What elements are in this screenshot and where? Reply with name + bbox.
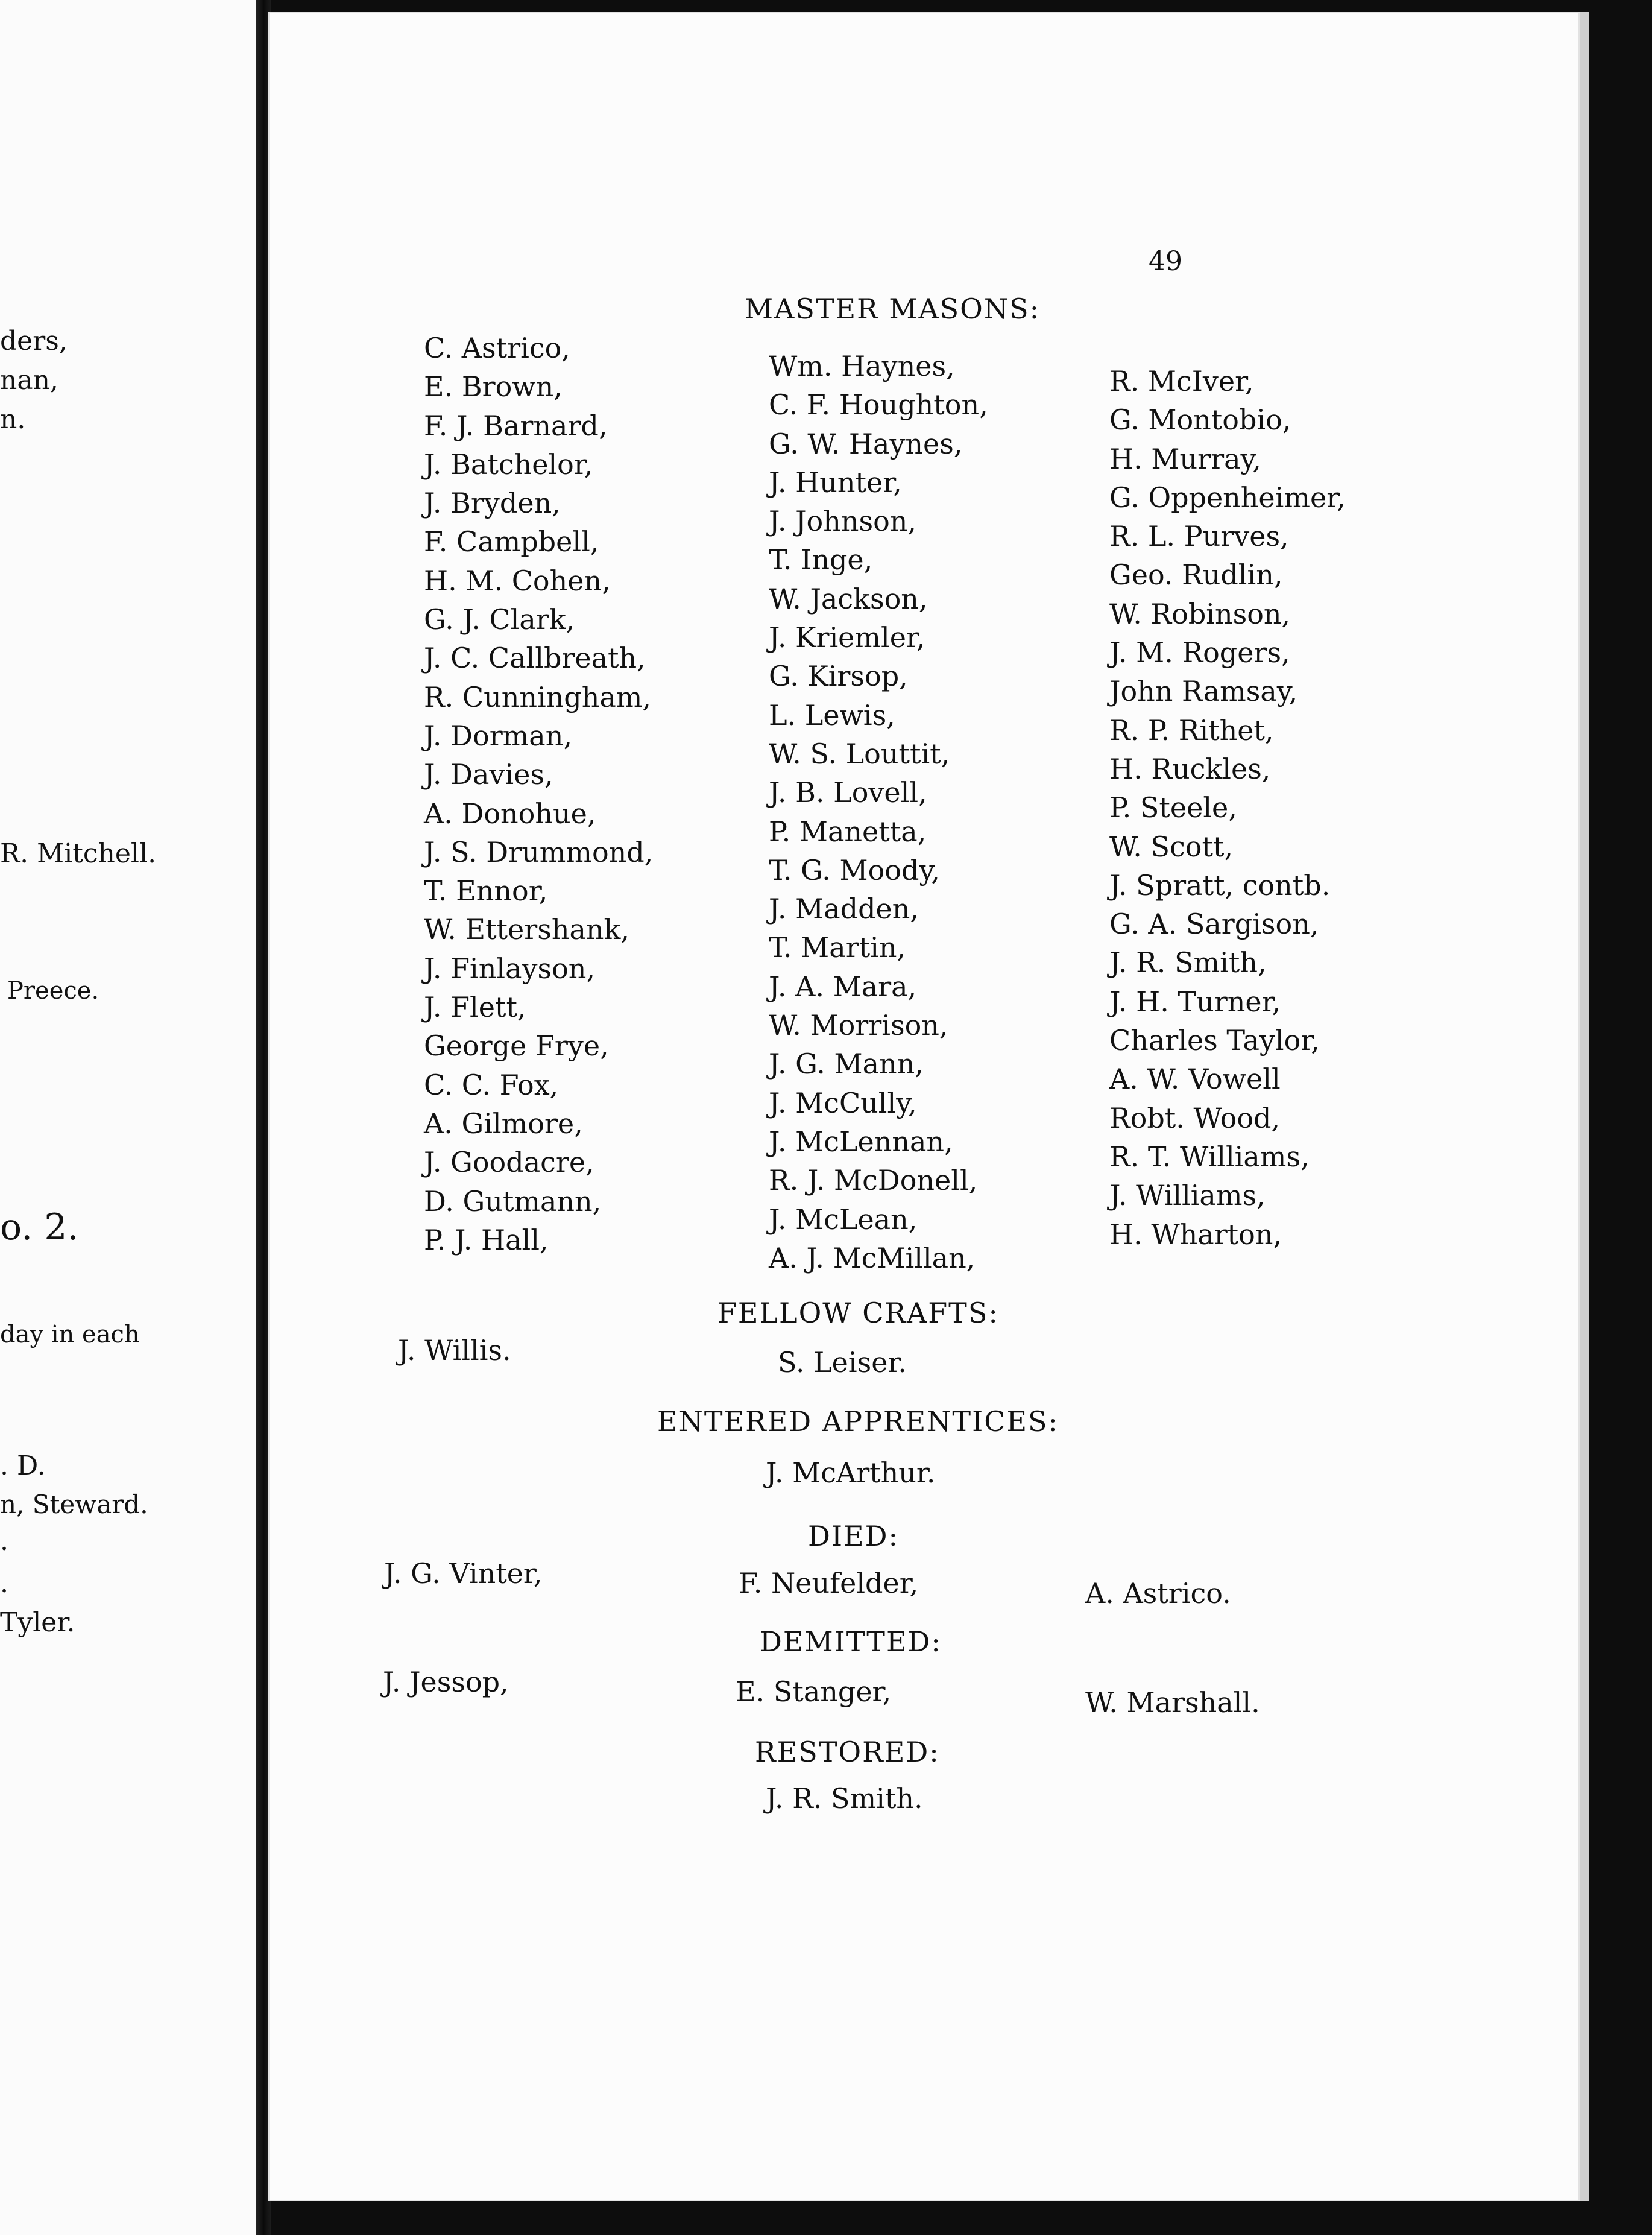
member-name: R. T. Williams, — [1109, 1140, 1310, 1173]
member-name: R. L. Purves, — [1109, 520, 1289, 553]
member-name: G. J. Clark, — [424, 603, 575, 636]
demitted-name: E. Stanger, — [736, 1675, 892, 1708]
member-name: J. Flett, — [424, 991, 526, 1024]
member-name: T. Inge, — [769, 543, 873, 577]
member-name: J. A. Mara, — [769, 970, 917, 1003]
member-name: W. Jackson, — [769, 582, 928, 615]
document-page — [268, 12, 1589, 2201]
left-fragment: nan, — [0, 365, 58, 396]
member-name: J. Dorman, — [424, 719, 572, 752]
member-name: J. S. Drummond, — [424, 835, 654, 868]
member-name: T. G. Moody, — [769, 853, 940, 887]
left-fragment: n, Steward. — [0, 1490, 148, 1519]
member-name: W. Morrison, — [769, 1009, 948, 1042]
member-name: H. Murray, — [1109, 442, 1261, 475]
member-name: R. J. McDonell, — [769, 1164, 978, 1197]
demitted-heading: DEMITTED: — [760, 1625, 942, 1658]
previous-page-edge — [0, 0, 259, 2235]
member-name: J. McCully, — [769, 1086, 917, 1119]
member-name: J. Finlayson, — [424, 952, 596, 985]
entered-apprentice-name: J. McArthur. — [766, 1456, 936, 1489]
member-name: W. Ettershank, — [424, 913, 630, 946]
member-name: F. Campbell, — [424, 525, 599, 558]
left-fragment: ders, — [0, 326, 68, 356]
member-name: J. C. Callbreath, — [424, 642, 646, 675]
left-fragment: . — [0, 1526, 8, 1557]
left-fragment: day in each — [0, 1321, 140, 1348]
member-name: G. A. Sargison, — [1109, 908, 1319, 941]
fellow-craft-name: J. Willis. — [398, 1334, 511, 1367]
member-name: C. Astrico, — [424, 332, 570, 364]
entered-apprentices-heading: ENTERED APPRENTICES: — [657, 1405, 1059, 1438]
member-name: R. McIver, — [1109, 365, 1254, 397]
member-name: A. W. Vowell — [1109, 1063, 1281, 1096]
master-masons-heading: MASTER MASONS: — [745, 292, 1041, 325]
died-name: F. Neufelder, — [739, 1567, 919, 1599]
member-name: T. Martin, — [769, 931, 906, 964]
member-name: J. Batchelor, — [424, 447, 593, 481]
member-name: W. S. Louttit, — [769, 737, 950, 770]
member-name: E. Brown, — [424, 370, 563, 403]
died-name: J. G. Vinter, — [384, 1557, 543, 1590]
fellow-craft-name: S. Leiser. — [778, 1346, 907, 1379]
member-name: J. Williams, — [1109, 1179, 1266, 1212]
member-name: C. C. Fox, — [424, 1068, 559, 1101]
member-name: J. Kriemler, — [769, 621, 925, 654]
member-name: J. H. Turner, — [1109, 985, 1281, 1018]
member-name: H. Wharton, — [1109, 1218, 1282, 1251]
member-name: J. Spratt, contb. — [1109, 868, 1331, 902]
left-fragment: R. Mitchell. — [0, 838, 157, 869]
page-number: 49 — [1149, 246, 1182, 277]
member-name: D. Gutmann, — [424, 1184, 602, 1218]
member-name: F. J. Barnard, — [424, 409, 608, 442]
member-name: W. Scott, — [1109, 830, 1234, 863]
restored-name: J. R. Smith. — [766, 1782, 923, 1815]
member-name: J. Madden, — [769, 893, 919, 926]
left-fragment: n. — [0, 404, 26, 435]
member-name: P. Steele, — [1109, 791, 1237, 824]
member-name: L. Lewis, — [769, 698, 895, 732]
master-masons-column-1 — [424, 329, 653, 1259]
member-name: A. Gilmore, — [424, 1107, 583, 1140]
member-name: G. Oppenheimer, — [1109, 481, 1346, 514]
member-name: Wm. Haynes, — [769, 350, 955, 382]
member-name: R. P. Rithet, — [1109, 713, 1274, 747]
member-name: P. J. Hall, — [424, 1223, 549, 1256]
restored-heading: RESTORED: — [755, 1736, 940, 1768]
left-fragment: . — [0, 1568, 8, 1599]
member-name: Geo. Rudlin, — [1109, 558, 1283, 592]
member-name: J. Davies, — [424, 758, 553, 791]
member-name: J. Goodacre, — [424, 1146, 594, 1179]
member-name: R. Cunningham, — [424, 680, 652, 713]
left-fragment: Tyler. — [0, 1607, 75, 1638]
left-fragment: . D. — [0, 1450, 46, 1481]
member-name: G. W. Haynes, — [769, 427, 963, 460]
member-name: C. F. Houghton, — [769, 388, 988, 422]
member-name: J. B. Lovell, — [769, 776, 927, 809]
member-name: J. Bryden, — [424, 487, 561, 520]
member-name: Robt. Wood, — [1109, 1101, 1281, 1134]
member-name: W. Robinson, — [1109, 597, 1291, 630]
member-name: H. M. Cohen, — [424, 564, 611, 597]
member-name: J. R. Smith, — [1109, 946, 1267, 979]
master-masons-column-2 — [769, 347, 988, 1277]
left-fragment: Preece. — [7, 977, 99, 1005]
member-name: P. Manetta, — [769, 815, 927, 848]
demitted-name: J. Jessop, — [383, 1666, 509, 1698]
master-masons-column-3 — [1109, 362, 1346, 1254]
member-name: J. McLean, — [769, 1203, 918, 1236]
background-edge — [1592, 0, 1652, 2235]
member-name: Charles Taylor, — [1109, 1024, 1320, 1057]
died-name: A. Astrico. — [1085, 1577, 1231, 1610]
member-name: H. Ruckles, — [1109, 752, 1271, 785]
member-name: A. Donohue, — [424, 797, 596, 830]
fellow-crafts-heading: FELLOW CRAFTS: — [717, 1297, 999, 1329]
member-name: G. Montobio, — [1109, 403, 1291, 437]
member-name: T. Ennor, — [424, 874, 548, 908]
member-name: J. Hunter, — [769, 466, 902, 499]
member-name: George Frye, — [424, 1029, 609, 1063]
died-heading: DIED: — [808, 1520, 900, 1552]
member-name: G. Kirsop, — [769, 660, 908, 693]
demitted-name: W. Marshall. — [1085, 1686, 1260, 1719]
left-fragment: o. 2. — [0, 1206, 79, 1248]
member-name: J. McLennan, — [769, 1125, 953, 1158]
member-name: J. Johnson, — [769, 505, 917, 538]
member-name: A. J. McMillan, — [769, 1241, 976, 1274]
member-name: J. G. Mann, — [769, 1048, 924, 1081]
member-name: John Ramsay, — [1109, 675, 1298, 708]
member-name: J. M. Rogers, — [1109, 636, 1290, 669]
